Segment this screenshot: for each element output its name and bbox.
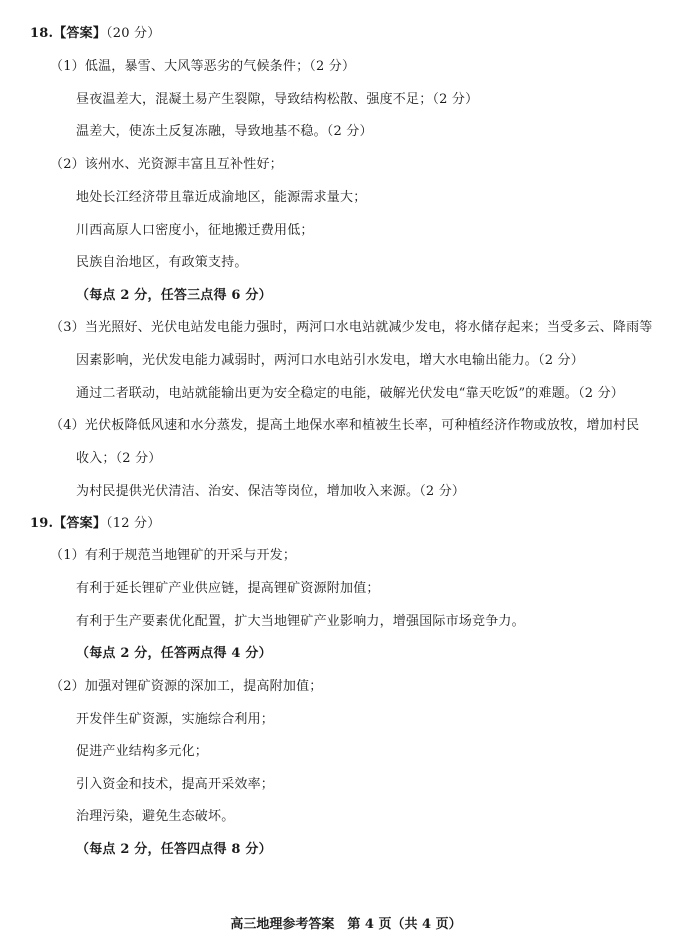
- q19-answer-tag: 【答案】: [53, 516, 107, 531]
- q19-p2-line: 治理污染，避免生态破坏。: [76, 809, 235, 824]
- q18-p2-line: 川西高原人口密度小，征地搬迁费用低；: [76, 223, 314, 238]
- q18-p2-line: 民族自治地区，有政策支持。: [76, 255, 248, 270]
- q18-p2-line: 地处长江经济带且靠近成渝地区，能源需求量大；: [76, 190, 367, 205]
- q18-answer-tag: 【答案】: [53, 26, 107, 41]
- page-footer: 高三地理参考答案 第 4 页（共 4 页）: [230, 917, 462, 932]
- q18-p2-scoring-note: （每点 2 分，任答三点得 6 分）: [76, 288, 272, 303]
- q19-p2-line: 引入资金和技术，提高开采效率；: [76, 777, 275, 792]
- q19-header: [30, 516, 160, 532]
- q19-number: 19.: [30, 516, 54, 531]
- q18-score: （20 分）: [106, 26, 161, 41]
- q19-p2-scoring-note: （每点 2 分，任答四点得 8 分）: [76, 842, 272, 857]
- q18-p4-line: 为村民提供光伏清洁、治安、保洁等岗位，增加收入来源。（2 分）: [76, 484, 466, 499]
- q19-p2-line: 促进产业结构多元化；: [76, 744, 209, 759]
- q18-p1-first: （1）低温，暴雪、大风等恶劣的气候条件；（2 分）: [50, 59, 356, 74]
- q18-p3-first: （3）当光照好、光伏电站发电能力强时，两河口水电站就减少发电，将水储存起来；当受多云、降雨等: [50, 320, 653, 335]
- q18-p3-line: 通过二者联动，电站就能输出更为安全稳定的电能，破解光伏发电“靠天吃饭”的难题。（2 分）: [76, 386, 624, 401]
- q18-p3-cont: 因素影响，光伏发电能力减弱时，两河口水电站引水发电，增大水电输出能力。（2 分）: [76, 353, 584, 368]
- q19-p1-scoring-note: （每点 2 分，任答两点得 4 分）: [76, 646, 272, 661]
- q19-p1-first: （1）有利于规范当地锂矿的开采与开发；: [50, 548, 297, 563]
- q19-score: （12 分）: [106, 516, 161, 531]
- q18-p2-first: （2）该州水、光资源丰富且互补性好；: [50, 157, 283, 172]
- q18-p1-line: 昼夜温差大，混凝土易产生裂隙，导致结构松散、强度不足；（2 分）: [76, 92, 479, 107]
- q18-p1-line: 温差大，使冻土反复冻融，导致地基不稳。（2 分）: [76, 124, 373, 139]
- q18-header: [30, 26, 160, 42]
- q18-p4-cont: 收入；（2 分）: [76, 451, 162, 466]
- q19-p1-line: 有利于延长锂矿产业供应链，提高锂矿资源附加值；: [76, 581, 380, 596]
- q18-p4-first: （4）光伏板降低风速和水分蒸发，提高土地保水率和植被生长率，可种植经济作物或放牧，增加村民: [50, 418, 640, 433]
- q19-p1-line: 有利于生产要素优化配置，扩大当地锂矿产业影响力，增强国际市场竞争力。: [76, 614, 525, 629]
- q19-p2-line: 开发伴生矿资源，实施综合利用；: [76, 712, 275, 727]
- q19-p2-first: （2）加强对锂矿资源的深加工，提高附加值；: [50, 679, 323, 694]
- q18-number: 18.: [30, 26, 54, 41]
